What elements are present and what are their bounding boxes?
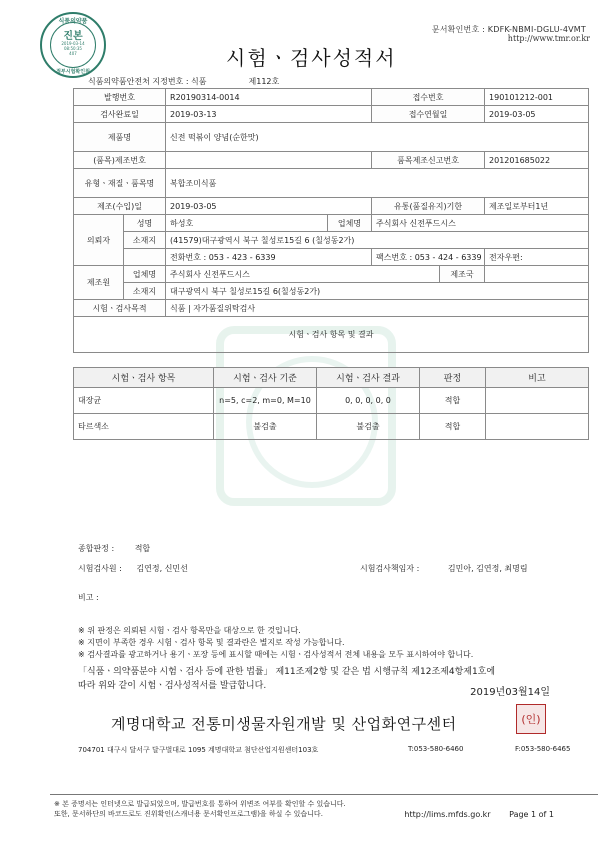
- result-item: 대장균: [74, 388, 214, 414]
- document-title: 시험ㆍ검사성적서: [226, 46, 397, 70]
- seal-date-line-2: 08:50:35: [64, 46, 82, 51]
- results-table: [73, 367, 589, 440]
- client-label: 의뢰자: [74, 215, 124, 266]
- manufacturer-address-label: 소재지: [124, 283, 166, 300]
- issue-number-label: 발행번호: [74, 89, 166, 106]
- seal-top-text: 식품의약품: [58, 18, 88, 25]
- manufacturing-number-value: [166, 152, 372, 169]
- notes: [78, 625, 588, 661]
- manufacturer-company-label: 업체명: [124, 266, 166, 283]
- document-confirmation-number: 문서확인번호 : KDFK-NBMI-DGLU-4VMT: [431, 25, 586, 34]
- type-label: 유형ㆍ재질ㆍ품목명: [74, 169, 166, 198]
- overall-verdict-label: 종합판정 :: [78, 544, 115, 553]
- client-name-value: 하성호: [166, 215, 328, 232]
- results-header-standard: 시험ㆍ검사 기준: [214, 368, 317, 388]
- received-date-label: 접수연월일: [372, 106, 485, 123]
- client-address-label: 소재지: [124, 232, 166, 249]
- result-remark: [486, 414, 589, 440]
- manufacturer-company-value: 주식회사 신전푸드시스: [166, 266, 440, 283]
- result-verdict: 적합: [420, 414, 486, 440]
- manufacturer-address-value: 대구광역시 북구 칠성로15길 6(칠성동2가): [166, 283, 589, 300]
- client-company-label: 업체명: [328, 215, 372, 232]
- page-number: Page 1 of 1: [509, 810, 554, 819]
- note-line: ※ 지면이 부족한 경우 시험ㆍ검사 항목 및 결과란은 별지로 작성 가능합니다.: [78, 638, 345, 647]
- seal-bottom-text: 정부시험확인원: [56, 69, 90, 75]
- responsible-value: 김민아, 김연정, 최명림: [447, 564, 528, 573]
- client-name-label: 성명: [124, 215, 166, 232]
- manufacturer-label: 제조원: [74, 266, 124, 300]
- received-date-value: 2019-03-05: [485, 106, 589, 123]
- manufacture-date-label: 제조(수입)일: [74, 198, 166, 215]
- results-header-remark: 비고: [486, 368, 589, 388]
- receipt-number-value: 190101212-001: [485, 89, 589, 106]
- client-contact-spacer: [124, 249, 166, 266]
- result-standard: n=5, c=2, m=0, M=10: [214, 388, 317, 414]
- responsible-label: 시험검사책임자 :: [360, 564, 420, 573]
- overall-verdict-value: 적합: [134, 544, 151, 553]
- testers: [78, 563, 188, 574]
- footer-url[interactable]: http://lims.mfds.go.kr: [404, 810, 491, 819]
- receipt-number-label: 접수번호: [372, 89, 485, 106]
- manufacturer-country-value: [485, 266, 589, 283]
- remarks-label: 비고 :: [78, 593, 99, 602]
- responsible-testers: [360, 563, 528, 574]
- expiry-value: 제조일로부터1년: [485, 198, 589, 215]
- table-row: [74, 388, 589, 414]
- report-number-value: 201201685022: [485, 152, 589, 169]
- completion-date-value: 2019-03-13: [166, 106, 372, 123]
- organization-address: [78, 745, 588, 755]
- testers-label: 시험검사원 :: [78, 564, 122, 573]
- client-phone: 전화번호 : 053 - 423 - 6339: [166, 249, 372, 266]
- overall-verdict: [78, 543, 150, 554]
- footer-line-1: ※ 본 증명서는 인터넷으로 발급되었으며, 발급번호를 통하여 위변조 여부를 확인할 수 있습니다.: [54, 800, 346, 808]
- manufacturing-number-label: (품목)제조번호: [74, 152, 166, 169]
- result-verdict: 적합: [420, 388, 486, 414]
- result-standard: 불검출: [214, 414, 317, 440]
- client-fax: 팩스번호 : 053 - 424 - 6339: [372, 249, 485, 266]
- issue-number-value: R20190314-0014: [166, 89, 372, 106]
- type-value: 복합조미식품: [166, 169, 589, 198]
- seal-date: [42, 41, 104, 56]
- certificate-form-table: [73, 88, 589, 353]
- result-value: 불검출: [317, 414, 420, 440]
- testers-value: 김연정, 신민선: [136, 564, 188, 573]
- legal-line-1: 「식품ㆍ의약품분야 시험ㆍ검사 등에 관한 법률」 제11조제2항 및 같은 법 시행규칙 제12조제4항제1호에: [78, 667, 496, 677]
- manufacturer-country-label: 제조국: [440, 266, 485, 283]
- designation-number: 제112호: [248, 77, 280, 86]
- report-number-label: 품목제조신고번호: [372, 152, 485, 169]
- footer-divider: [50, 794, 598, 795]
- address-tel: T:053-580-6460: [408, 745, 464, 753]
- purpose-value: 식품 | 자가품질위탁검사: [166, 300, 589, 317]
- purpose-label: 시험ㆍ검사목적: [74, 300, 166, 317]
- seal-date-line-1: 2019-03-14: [61, 41, 85, 46]
- seal-date-line-3: 407: [69, 51, 77, 56]
- results-header-item: 시험ㆍ검사 항목: [74, 368, 214, 388]
- address-text: 704701 대구시 달서구 달구벌대로 1095 계명대학교 첨단산업지원센터103호: [78, 746, 319, 754]
- results-header-result: 시험ㆍ검사 결과: [317, 368, 420, 388]
- footer-line-2: 또한, 문서하단의 바코드로도 진위확인(스캐너용 문서확인프로그램)을 하실 수 있습니다.: [54, 810, 323, 818]
- issuing-organization: 계명대학교 전통미생물자원개발 및 산업화연구센터: [111, 715, 457, 733]
- client-email: 전자우편:: [485, 249, 589, 266]
- official-stamp: (인): [516, 704, 546, 734]
- document-url[interactable]: http://www.tmr.or.kr: [507, 34, 590, 43]
- results-header-verdict: 판정: [420, 368, 486, 388]
- manufacture-date-value: 2019-03-05: [166, 198, 372, 215]
- seal-main-text: 진본: [63, 31, 83, 42]
- product-name-value: 신전 떡볶이 양념(순한맛): [166, 123, 589, 152]
- authenticity-seal: [40, 12, 106, 78]
- remarks: [78, 592, 99, 603]
- product-name-label: 제품명: [74, 123, 166, 152]
- footer-links: [404, 810, 554, 819]
- legal-line-2: 따라 위와 같이 시험ㆍ검사성적서를 발급합니다.: [78, 681, 267, 691]
- table-row: [74, 414, 589, 440]
- client-address-value: (41579)대구광역시 북구 칠성로15길 6 (칠성동2가): [166, 232, 589, 249]
- result-remark: [486, 388, 589, 414]
- completion-date-label: 검사완료일: [74, 106, 166, 123]
- address-fax: F:053-580-6465: [515, 745, 571, 753]
- designation-label: 식품의약품안전처 지정번호 : 식품: [88, 77, 207, 86]
- note-line: ※ 검사결과를 광고하거나 용기ㆍ포장 등에 표시할 때에는 시험ㆍ검사성적서 전체 내용을 모두 표시하여야 합니다.: [78, 650, 474, 659]
- designation-line: [88, 76, 321, 87]
- issue-date: 2019년03월14일: [470, 687, 550, 698]
- results-section-title: 시험ㆍ검사 항목 및 결과: [74, 317, 589, 353]
- result-item: 타르색소: [74, 414, 214, 440]
- expiry-label: 유통(품질유지)기한: [372, 198, 485, 215]
- result-value: 0, 0, 0, 0, 0: [317, 388, 420, 414]
- note-line: ※ 위 판정은 의뢰된 시험ㆍ검사 항목만을 대상으로 한 것입니다.: [78, 626, 301, 635]
- client-company-value: 주식회사 신전푸드시스: [372, 215, 589, 232]
